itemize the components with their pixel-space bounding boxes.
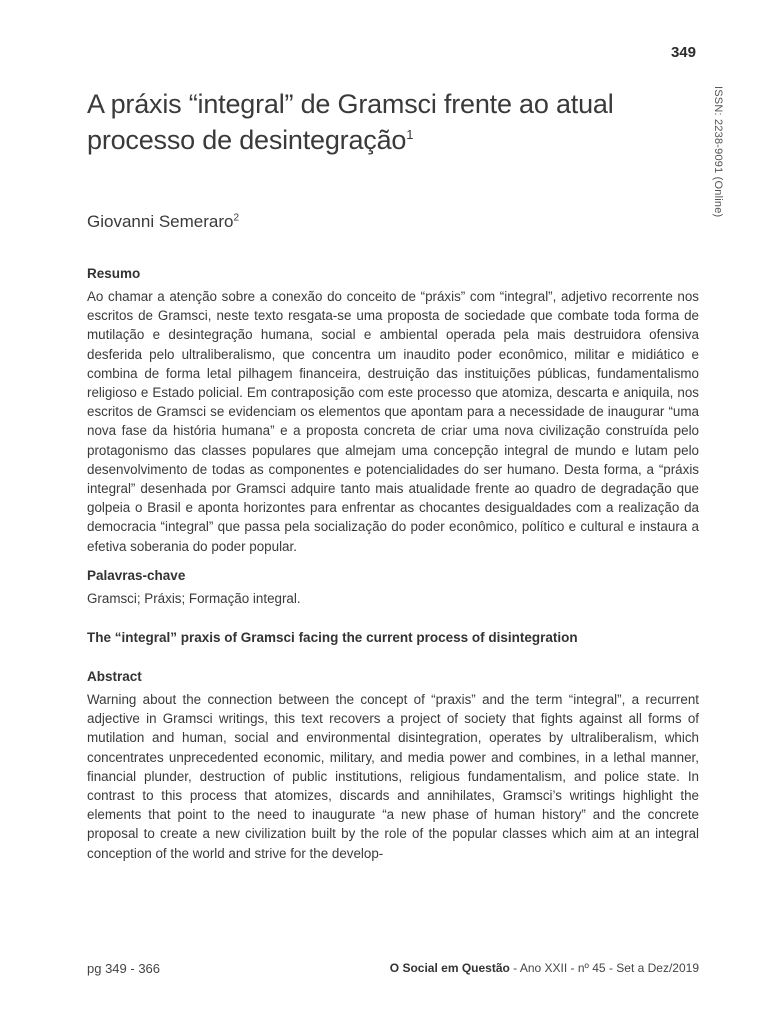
- abstract-text: Warning about the connection between the concept of “praxis” and the term “integral”, a recurrent adjective in Gramsci writings, this text recovers a project of society that fights against all forms of mutilation and human, social and environmental disintegration, operates by ultraliberalism, which concentrates unprecedented economic, military, and media power and combines, in a lethal manner, financial plunder, destruction of public institutions, religious fundamentalism, and police state. In contrast to this process that atomizes, discards and annihilates, Gramsci’s writings highlight the elements that point to the need to inaugurate “a new phase of human history” and the concrete proposal to create a new civilization built by the role of the popular classes which aim at an integral conception of the world and strive for the develop-: [87, 692, 699, 861]
- author-name-text: Giovanni Semeraro: [87, 212, 234, 231]
- author-name: [87, 212, 699, 232]
- title-footnote-marker[interactable]: 1: [406, 127, 414, 142]
- resumo-text: Ao chamar a atenção sobre a conexão do conceito de “práxis” com “integral”, adjetivo recorrente nos escritos de Gramsci, neste texto resgata-se uma proposta de sociedade que combate toda forma de mutilação e desintegração humana, social e ambiental operada pela mais destruidora ofensiva desferida pelo ultraliberalismo, que concentra um inaudito poder econômico, militar e midiático e combina de forma letal pilhagem financeira, destruição das instituições públicas, fundamentalismo religioso e Estado policial. Em contraposição com este processo que atomiza, descarta e aniquila, nos escritos de Gramsci se evidenciam os elementos que apontam para a necessidade de inaugurar “uma nova fase da história humana” e a proposta concreta de criar uma nova civilização construída pelo protagonismo das classes populares que almejam uma concepção integral de mundo e lutam pelo desenvolvimento de todas as componentes e potencialidades do ser humano. Desta forma, a “práxis integral” desenhada por Gramsci adquire tanto mais atualidade frente ao quadro de degradação que golpeia o Brasil e aponta horizontes para enfrentar as chocantes desigualdades com a realização da democracia “integral” que passa pela socialização do poder econômico, político e cultural e instaura a efetiva soberania do poder popular.: [87, 289, 699, 554]
- resumo-heading: Resumo: [87, 266, 141, 281]
- abstract-heading: Abstract: [87, 669, 142, 685]
- article-title: [87, 86, 699, 158]
- footer-journal-info: [390, 961, 699, 975]
- keywords-heading: Palavras-chave: [87, 567, 186, 583]
- article-title-text: A práxis “integral” de Gramsci frente ao atual processo de desintegração: [87, 89, 614, 155]
- english-title: The “integral” praxis of Gramsci facing the current process of disintegration: [87, 630, 578, 646]
- keywords-text: Gramsci; Práxis; Formação integral.: [87, 590, 301, 606]
- footer-issue: - Ano XXII - nº 45 - Set a Dez/2019: [509, 961, 699, 975]
- article-body: [87, 86, 699, 863]
- issn-label: ISSN: 2238-9091 (Online): [712, 86, 724, 218]
- author-footnote-marker[interactable]: 2: [233, 212, 240, 224]
- page-number: 349: [670, 44, 696, 61]
- footer-journal-name: O Social em Questão: [389, 961, 510, 975]
- footer-page-range: pg 349 - 366: [87, 961, 161, 976]
